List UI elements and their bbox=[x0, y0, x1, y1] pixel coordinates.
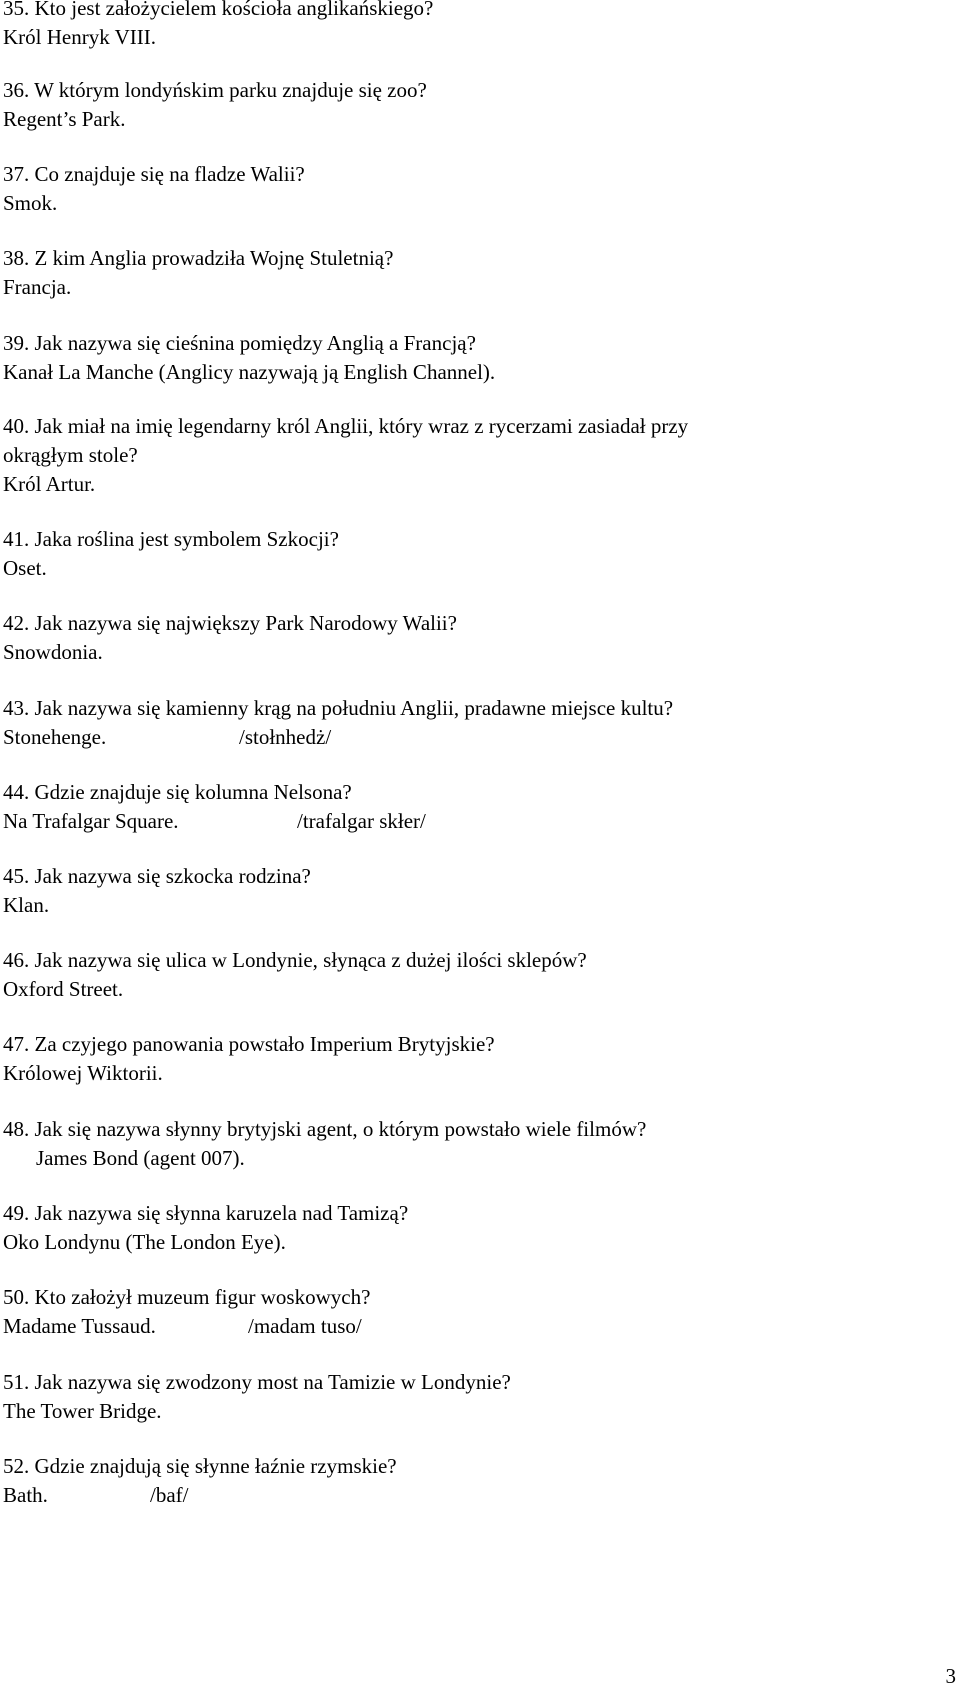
qa-item-40 bbox=[3, 412, 943, 499]
question-35: 35. Kto jest założycielem kościoła anglikańskiego? bbox=[3, 0, 434, 20]
answer-40: Król Artur. bbox=[3, 472, 96, 496]
qa-item-43 bbox=[3, 694, 943, 752]
answer-52-text: Bath. bbox=[3, 1483, 48, 1507]
answer-45: Klan. bbox=[3, 893, 50, 917]
qa-item-41 bbox=[3, 525, 943, 583]
question-36: 36. W którym londyńskim parku znajduje się zoo? bbox=[3, 78, 427, 102]
question-52: 52. Gdzie znajdują się słynne łaźnie rzymskie? bbox=[3, 1454, 397, 1478]
qa-item-38 bbox=[3, 244, 943, 302]
qa-item-36 bbox=[3, 76, 943, 134]
qa-item-37 bbox=[3, 160, 943, 218]
qa-item-47 bbox=[3, 1030, 943, 1088]
qa-item-49 bbox=[3, 1199, 943, 1257]
answer-52 bbox=[3, 1481, 943, 1510]
page-number: 3 bbox=[945, 1664, 956, 1688]
qa-item-39 bbox=[3, 329, 943, 387]
qa-item-45 bbox=[3, 862, 943, 920]
question-41: 41. Jaka roślina jest symbolem Szkocji? bbox=[3, 527, 339, 551]
answer-43 bbox=[3, 723, 943, 752]
pronunciation-44: /trafalgar skłer/ bbox=[297, 809, 426, 833]
answer-44 bbox=[3, 807, 943, 836]
question-47: 47. Za czyjego panowania powstało Imperium Brytyjskie? bbox=[3, 1032, 495, 1056]
answer-35: Król Henryk VIII. bbox=[3, 25, 156, 49]
question-51: 51. Jak nazywa się zwodzony most na Tamizie w Londynie? bbox=[3, 1370, 511, 1394]
answer-42: Snowdonia. bbox=[3, 640, 103, 664]
pronunciation-52: /baf/ bbox=[150, 1483, 189, 1507]
question-50: 50. Kto założył muzeum figur woskowych? bbox=[3, 1285, 371, 1309]
qa-item-44 bbox=[3, 778, 943, 836]
pronunciation-50: /madam tuso/ bbox=[248, 1314, 362, 1338]
answer-39: Kanał La Manche (Anglicy nazywają ją English Channel). bbox=[3, 360, 496, 384]
answer-38: Francja. bbox=[3, 275, 72, 299]
question-45: 45. Jak nazywa się szkocka rodzina? bbox=[3, 864, 311, 888]
question-40-line-1: 40. Jak miał na imię legendarny król Anglii, który wraz z rycerzami zasiadał przy bbox=[3, 414, 689, 438]
question-46: 46. Jak nazywa się ulica w Londynie, słynąca z dużej ilości sklepów? bbox=[3, 948, 587, 972]
qa-item-52 bbox=[3, 1452, 943, 1510]
question-48: 48. Jak się nazywa słynny brytyjski agent, o którym powstało wiele filmów? bbox=[3, 1117, 647, 1141]
qa-item-48 bbox=[3, 1115, 943, 1173]
answer-44-text: Na Trafalgar Square. bbox=[3, 809, 179, 833]
question-38: 38. Z kim Anglia prowadziła Wojnę Stuletnią? bbox=[3, 246, 394, 270]
answer-51: The Tower Bridge. bbox=[3, 1399, 162, 1423]
question-43: 43. Jak nazywa się kamienny krąg na południu Anglii, pradawne miejsce kultu? bbox=[3, 696, 674, 720]
question-40-line-2: okrągłym stole? bbox=[3, 443, 138, 467]
answer-43-text: Stonehenge. bbox=[3, 725, 107, 749]
qa-item-46 bbox=[3, 946, 943, 1004]
answer-49: Oko Londynu (The London Eye). bbox=[3, 1230, 286, 1254]
question-39: 39. Jak nazywa się cieśnina pomiędzy Anglią a Francją? bbox=[3, 331, 476, 355]
pronunciation-43: /stołnhedż/ bbox=[239, 725, 332, 749]
answer-50 bbox=[3, 1312, 943, 1341]
answer-37: Smok. bbox=[3, 191, 58, 215]
answer-50-text: Madame Tussaud. bbox=[3, 1314, 156, 1338]
question-37: 37. Co znajduje się na fladze Walii? bbox=[3, 162, 305, 186]
answer-41: Oset. bbox=[3, 556, 47, 580]
question-42: 42. Jak nazywa się największy Park Narodowy Walii? bbox=[3, 611, 457, 635]
question-49: 49. Jak nazywa się słynna karuzela nad Tamizą? bbox=[3, 1201, 409, 1225]
answer-48: James Bond (agent 007). bbox=[36, 1146, 245, 1170]
answer-47: Królowej Wiktorii. bbox=[3, 1061, 163, 1085]
qa-item-51 bbox=[3, 1368, 943, 1426]
qa-item-50 bbox=[3, 1283, 943, 1341]
answer-36: Regent’s Park. bbox=[3, 107, 126, 131]
qa-item-35 bbox=[3, 0, 943, 52]
question-44: 44. Gdzie znajduje się kolumna Nelsona? bbox=[3, 780, 352, 804]
answer-46: Oxford Street. bbox=[3, 977, 124, 1001]
qa-item-42 bbox=[3, 609, 943, 667]
